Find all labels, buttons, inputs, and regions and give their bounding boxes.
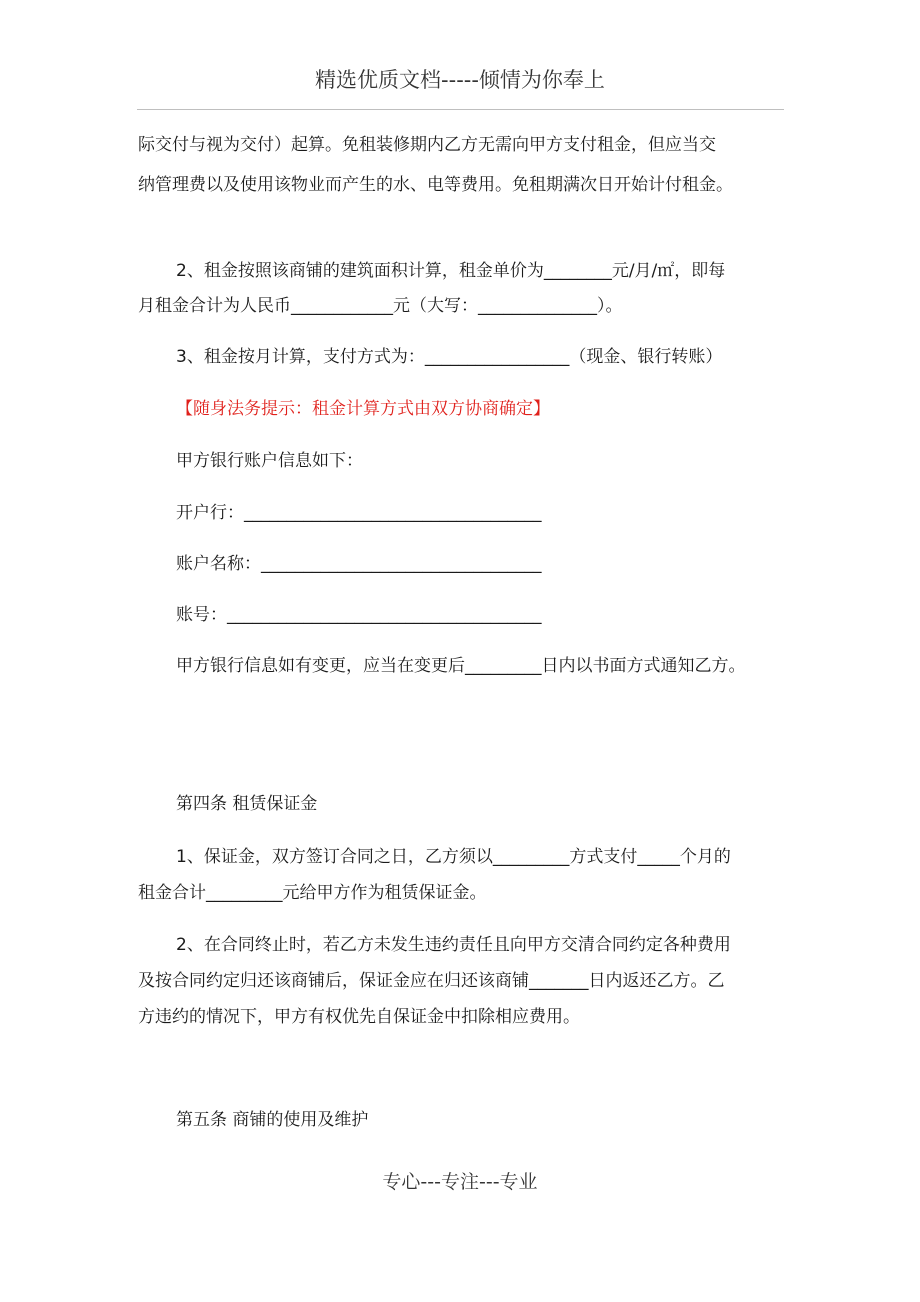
- text-line: 月租金合计为人民币____________元（大写：______________）。: [138, 296, 623, 316]
- field-account-name: 账户名称：_________________________________: [176, 554, 542, 574]
- text-line: 甲方银行账户信息如下：: [176, 451, 363, 471]
- text-line: 际交付与视为交付）起算。免租装修期内乙方无需向甲方支付租金，但应当交: [138, 135, 716, 155]
- text-line: 2、在合同终止时，若乙方未发生违约责任且向甲方交清合同约定各种费用: [176, 935, 731, 955]
- text-line: 甲方银行信息如有变更，应当在变更后_________日内以书面方式通知乙方。: [176, 656, 746, 676]
- field-account-number: 账号：_____________________________________: [176, 605, 542, 625]
- page-footer: 专心---专注---专业: [382, 1171, 538, 1193]
- header-divider: [137, 109, 784, 110]
- legal-tip: 【随身法务提示：租金计算方式由双方协商确定】: [176, 399, 550, 419]
- page-header: 精选优质文档-----倾情为你奉上: [315, 68, 605, 92]
- text-line: 方违约的情况下，甲方有权优先自保证金中扣除相应费用。: [138, 1007, 580, 1027]
- text-line: 1、保证金，双方签订合同之日，乙方须以_________方式支付_____个月的: [176, 847, 731, 867]
- section-heading: 第五条 商铺的使用及维护: [176, 1110, 369, 1130]
- text-line: 2、租金按照该商铺的建筑面积计算，租金单价为________元/月/㎡，即每: [176, 261, 726, 281]
- text-line: 纳管理费以及使用该物业而产生的水、电等费用。免租期满次日开始计付租金。: [138, 175, 733, 195]
- field-bank: 开户行：___________________________________: [176, 503, 542, 523]
- text-line: 3、租金按月计算，支付方式为：_________________（现金、银行转账）: [176, 347, 723, 367]
- text-line: 租金合计_________元给甲方作为租赁保证金。: [138, 883, 487, 903]
- text-line: 及按合同约定归还该商铺后，保证金应在归还该商铺_______日内返还乙方。乙: [138, 971, 725, 991]
- section-heading: 第四条 租赁保证金: [176, 794, 318, 814]
